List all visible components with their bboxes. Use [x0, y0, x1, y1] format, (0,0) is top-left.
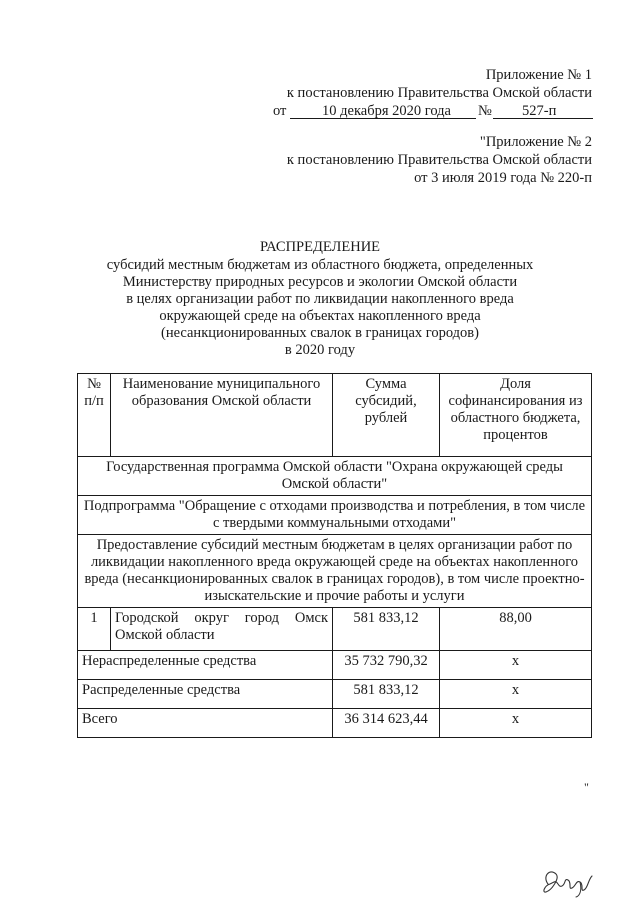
summary-row: [78, 651, 592, 680]
summary-share: х: [440, 709, 592, 738]
summary-share: х: [440, 651, 592, 680]
appendix2-title: "Приложение № 2: [479, 134, 592, 150]
measure-title: Предоставление субсидий местным бюджетам в целях организации работ по ликвидации накопленного вреда окружающей среде на объектах накопленного вреда (несанкционированных свалок в границах городов), в том числе проектно-изыскательские и прочие работы и услуги: [78, 535, 592, 608]
number-sign: №: [478, 103, 492, 119]
title-line: (несанкционированных свалок в границах городов): [161, 325, 479, 341]
row-num: 1: [78, 608, 111, 651]
subprogram-title: Подпрограмма "Обращение с отходами производства и потребления, в том числе с твердыми коммунальными отходами": [78, 496, 592, 535]
row-sum: 581 833,12: [333, 608, 440, 651]
summary-sum: 35 732 790,32: [333, 651, 440, 680]
row-share: 88,00: [440, 608, 592, 651]
summary-sum: 581 833,12: [333, 680, 440, 709]
header-share: Доля софинансирования из областного бюджета, процентов: [440, 374, 592, 457]
appendix-date-line: [273, 102, 593, 120]
subsidy-table: [77, 373, 592, 738]
appendix-title: Приложение № 1: [485, 67, 592, 83]
row-name: [111, 608, 333, 651]
title-line: Министерству природных ресурсов и экологии Омской области: [122, 274, 518, 290]
summary-share: х: [440, 680, 592, 709]
row-name-line1: Городской округ город Омск: [115, 610, 328, 626]
signature-icon: [540, 862, 600, 898]
appendix-number: 527-п: [522, 103, 557, 119]
header-sum: Сумма субсидий, рублей: [333, 374, 440, 457]
appendix-reference: к постановлению Правительства Омской области: [286, 85, 592, 101]
measure-row: [78, 535, 592, 608]
summary-label: Всего: [78, 709, 333, 738]
summary-label: Распределенные средства: [78, 680, 333, 709]
summary-row: [78, 709, 592, 738]
title-line: в 2020 году: [284, 342, 356, 358]
header-name: Наименование муниципального образования Омской области: [111, 374, 333, 457]
date-prefix: от: [273, 103, 287, 119]
closing-quote: ": [584, 780, 589, 794]
summary-row: [78, 680, 592, 709]
table-header-row: [78, 374, 592, 457]
title-line: в целях организации работ по ликвидации накопленного вреда: [126, 291, 514, 307]
subprogram-row: [78, 496, 592, 535]
table-row: [78, 608, 592, 651]
appendix2-date: от 3 июля 2019 года № 220-п: [414, 170, 592, 186]
appendix2-reference: к постановлению Правительства Омской области: [286, 152, 592, 168]
title-line: окружающей среде на объектах накопленного вреда: [159, 308, 481, 324]
summary-label: Нераспределенные средства: [78, 651, 333, 680]
header-num: № п/п: [78, 374, 111, 457]
title-line: субсидий местным бюджетам из областного бюджета, определенных: [106, 257, 534, 273]
row-name-line2: Омской области: [115, 627, 215, 643]
document-heading: РАСПРЕДЕЛЕНИЕ: [259, 239, 381, 255]
appendix-date: 10 декабря 2020 года: [322, 103, 451, 119]
program-row: [78, 457, 592, 496]
summary-sum: 36 314 623,44: [333, 709, 440, 738]
program-title: Государственная программа Омской области "Охрана окружающей среды Омской области": [78, 457, 592, 496]
